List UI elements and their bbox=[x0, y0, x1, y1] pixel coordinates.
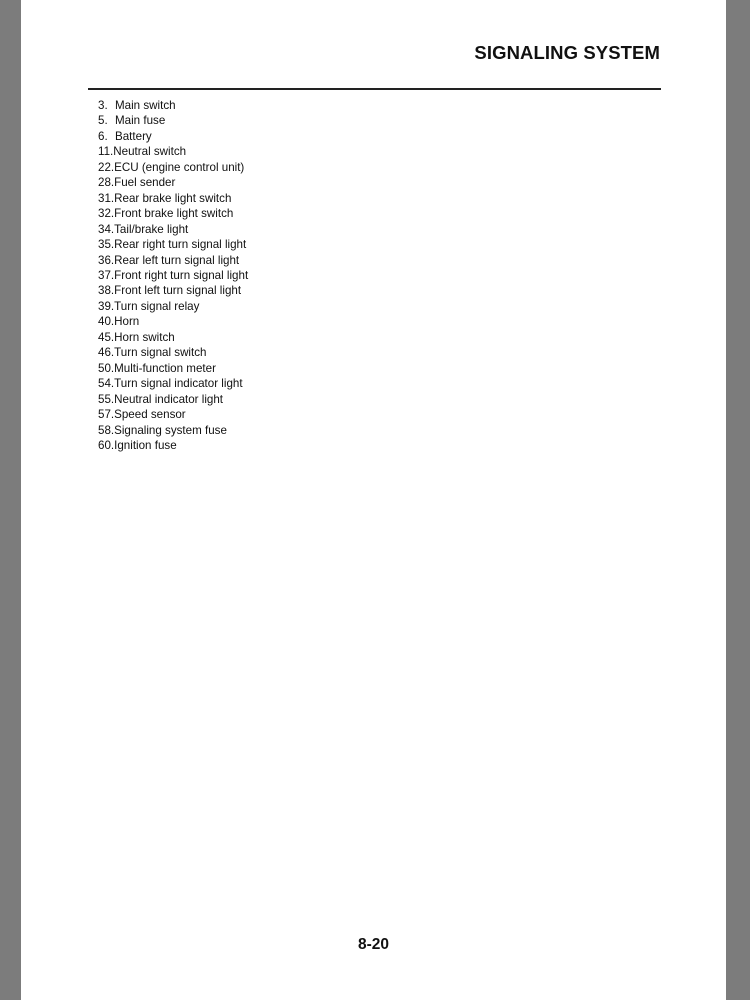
part-name: Battery bbox=[115, 129, 152, 143]
part-number: 31. bbox=[98, 191, 115, 205]
page-number: 8-20 bbox=[357, 936, 390, 953]
part-name: Horn switch bbox=[114, 330, 175, 344]
parts-list-item bbox=[98, 113, 248, 128]
part-name: Rear brake light switch bbox=[114, 191, 232, 205]
part-number: 60. bbox=[98, 438, 115, 452]
document-page bbox=[21, 0, 726, 1000]
parts-list-item bbox=[98, 299, 248, 314]
part-name: Speed sensor bbox=[114, 408, 186, 422]
parts-list-item bbox=[98, 376, 248, 391]
part-name: Rear right turn signal light bbox=[114, 238, 247, 252]
part-number: 36. bbox=[98, 253, 115, 267]
part-name: Turn signal indicator light bbox=[114, 377, 243, 391]
parts-list-item bbox=[98, 98, 248, 113]
parts-list-item bbox=[98, 330, 248, 345]
parts-list-item bbox=[98, 206, 248, 221]
parts-list-item bbox=[98, 392, 248, 407]
part-name: Main switch bbox=[115, 99, 176, 112]
part-name: Multi-function meter bbox=[114, 361, 216, 375]
part-name: Main fuse bbox=[115, 114, 166, 128]
part-number: 35. bbox=[98, 238, 115, 252]
parts-list-item bbox=[98, 268, 248, 283]
part-number: 45. bbox=[98, 330, 115, 344]
part-name: Ignition fuse bbox=[114, 438, 177, 452]
part-name: Neutral indicator light bbox=[114, 392, 224, 406]
parts-list-item bbox=[98, 361, 248, 376]
page-title: SIGNALING SYSTEM bbox=[474, 42, 660, 63]
part-number: 39. bbox=[98, 299, 115, 313]
parts-list-item bbox=[98, 160, 248, 175]
parts-list-item bbox=[98, 237, 248, 252]
part-number: 50. bbox=[98, 361, 115, 375]
parts-list-item bbox=[98, 423, 248, 438]
parts-list-item bbox=[98, 283, 248, 298]
part-number: 34. bbox=[98, 222, 115, 236]
parts-list-item bbox=[98, 175, 248, 190]
part-number: 3. bbox=[98, 99, 108, 112]
title-divider bbox=[88, 88, 661, 90]
part-name: Front right turn signal light bbox=[114, 268, 249, 282]
parts-list-item bbox=[98, 222, 248, 237]
part-name: Turn signal switch bbox=[114, 346, 207, 360]
part-number: 28. bbox=[98, 176, 115, 190]
parts-list-item bbox=[98, 438, 248, 453]
parts-list-item bbox=[98, 345, 248, 360]
part-number: 6. bbox=[98, 129, 108, 143]
part-number: 22. bbox=[98, 160, 115, 174]
part-number: 54. bbox=[98, 377, 115, 391]
part-number: 55. bbox=[98, 392, 115, 406]
part-number: 38. bbox=[98, 284, 115, 298]
part-name: Tail/brake light bbox=[114, 222, 189, 236]
part-name: Rear left turn signal light bbox=[114, 253, 240, 267]
part-name: Front left turn signal light bbox=[114, 284, 242, 298]
parts-list-item bbox=[98, 407, 248, 422]
part-name: Turn signal relay bbox=[114, 299, 200, 313]
parts-list-item bbox=[98, 191, 248, 206]
parts-list bbox=[98, 98, 248, 453]
part-number: 40. bbox=[98, 315, 115, 329]
parts-list-item bbox=[98, 129, 248, 144]
part-number: 57. bbox=[98, 408, 115, 422]
part-number: 58. bbox=[98, 423, 115, 437]
part-number: 5. bbox=[98, 114, 108, 128]
part-name: Front brake light switch bbox=[114, 207, 234, 221]
parts-list-item bbox=[98, 253, 248, 268]
part-number: 32. bbox=[98, 207, 115, 221]
part-name: Fuel sender bbox=[114, 176, 176, 190]
parts-list-item bbox=[98, 314, 248, 329]
part-name: Neutral switch bbox=[113, 145, 187, 159]
parts-list-item bbox=[98, 144, 248, 159]
part-name: Signaling system fuse bbox=[114, 423, 227, 437]
part-name: Horn bbox=[114, 315, 140, 329]
part-number: 37. bbox=[98, 268, 115, 282]
part-number: 46. bbox=[98, 346, 115, 360]
part-name: ECU (engine control unit) bbox=[114, 160, 245, 174]
part-number: 11. bbox=[98, 145, 114, 159]
